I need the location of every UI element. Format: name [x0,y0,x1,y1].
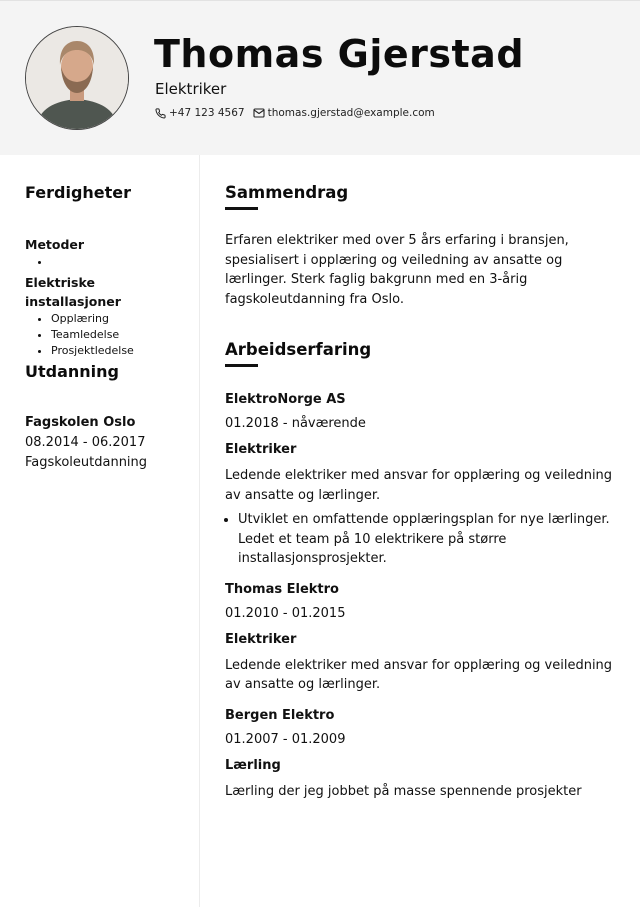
summary-text: Erfaren elektriker med over 5 års erfaring i bransjen, spesialisert i opplæring og veiledning av ansatte og lærlinger. Sterk faglig bakgrunn med en 3-årig fagskoleutdanning fra Oslo. [225,233,569,307]
job-role: Elektriker [225,631,297,647]
skills-heading: Ferdigheter [25,183,132,202]
job-bullets [225,510,620,569]
job-role: Lærling [225,757,281,773]
contact-info [155,105,443,121]
main-content [225,180,620,801]
sidebar [25,180,190,473]
job-dates: 01.2010 - 01.2015 [225,605,346,621]
email-icon [253,108,265,118]
heading-underline [225,207,258,210]
email-address: thomas.gjerstad@example.com [267,107,435,119]
skill-list [25,311,190,359]
phone-icon [155,108,166,119]
skill-category: Elektriske installasjoner [25,275,121,309]
skill-item: • Prosjektledelse [51,343,190,359]
phone-number: +47 123 4567 [169,107,245,119]
job-description: Ledende elektriker med ansvar for opplæring og veiledning av ansatte og lærlinger. [225,468,613,503]
resume-header [0,0,640,155]
job-dates: 01.2018 - nåværende [225,416,366,431]
summary-heading: Sammendrag [225,183,349,202]
column-divider [199,155,200,907]
phone-contact [155,105,245,121]
skill-item: • Opplæring [51,311,190,327]
job-description: Ledende elektriker med ansvar for opplæring og veiledning av ansatte og lærlinger. [225,657,613,692]
job-description: Lærling der jeg jobbet på masse spennende prosjekter [225,783,582,799]
skill-category: Metoder [25,237,85,252]
education-dates: 08.2014 - 06.2017 [25,435,146,450]
job-dates: 01.2007 - 01.2009 [225,731,346,747]
job-company: Thomas Elektro [225,581,339,597]
skill-item [51,254,190,270]
profile-photo [25,26,129,130]
experience-heading: Arbeidserfaring [225,340,372,359]
job-bullet: • Utviklet en omfattende opplæringsplan for nye lærlinger. Ledet et team på 10 elektrikere på større installasjonsprosjekter. [238,510,620,569]
education-heading: Utdanning [25,362,119,381]
job-role: Elektriker [225,442,297,457]
job-company: ElektroNorge AS [225,392,346,407]
job-title: Elektriker [155,80,227,98]
skill-list [25,254,190,270]
education-school: Fagskolen Oslo [25,415,136,430]
job-company: Bergen Elektro [225,707,335,723]
email-contact [253,105,435,121]
skill-item: • Teamledelse [51,327,190,343]
candidate-name: Thomas Gjerstad [154,32,525,76]
education-degree: Fagskoleutdanning [25,455,148,470]
